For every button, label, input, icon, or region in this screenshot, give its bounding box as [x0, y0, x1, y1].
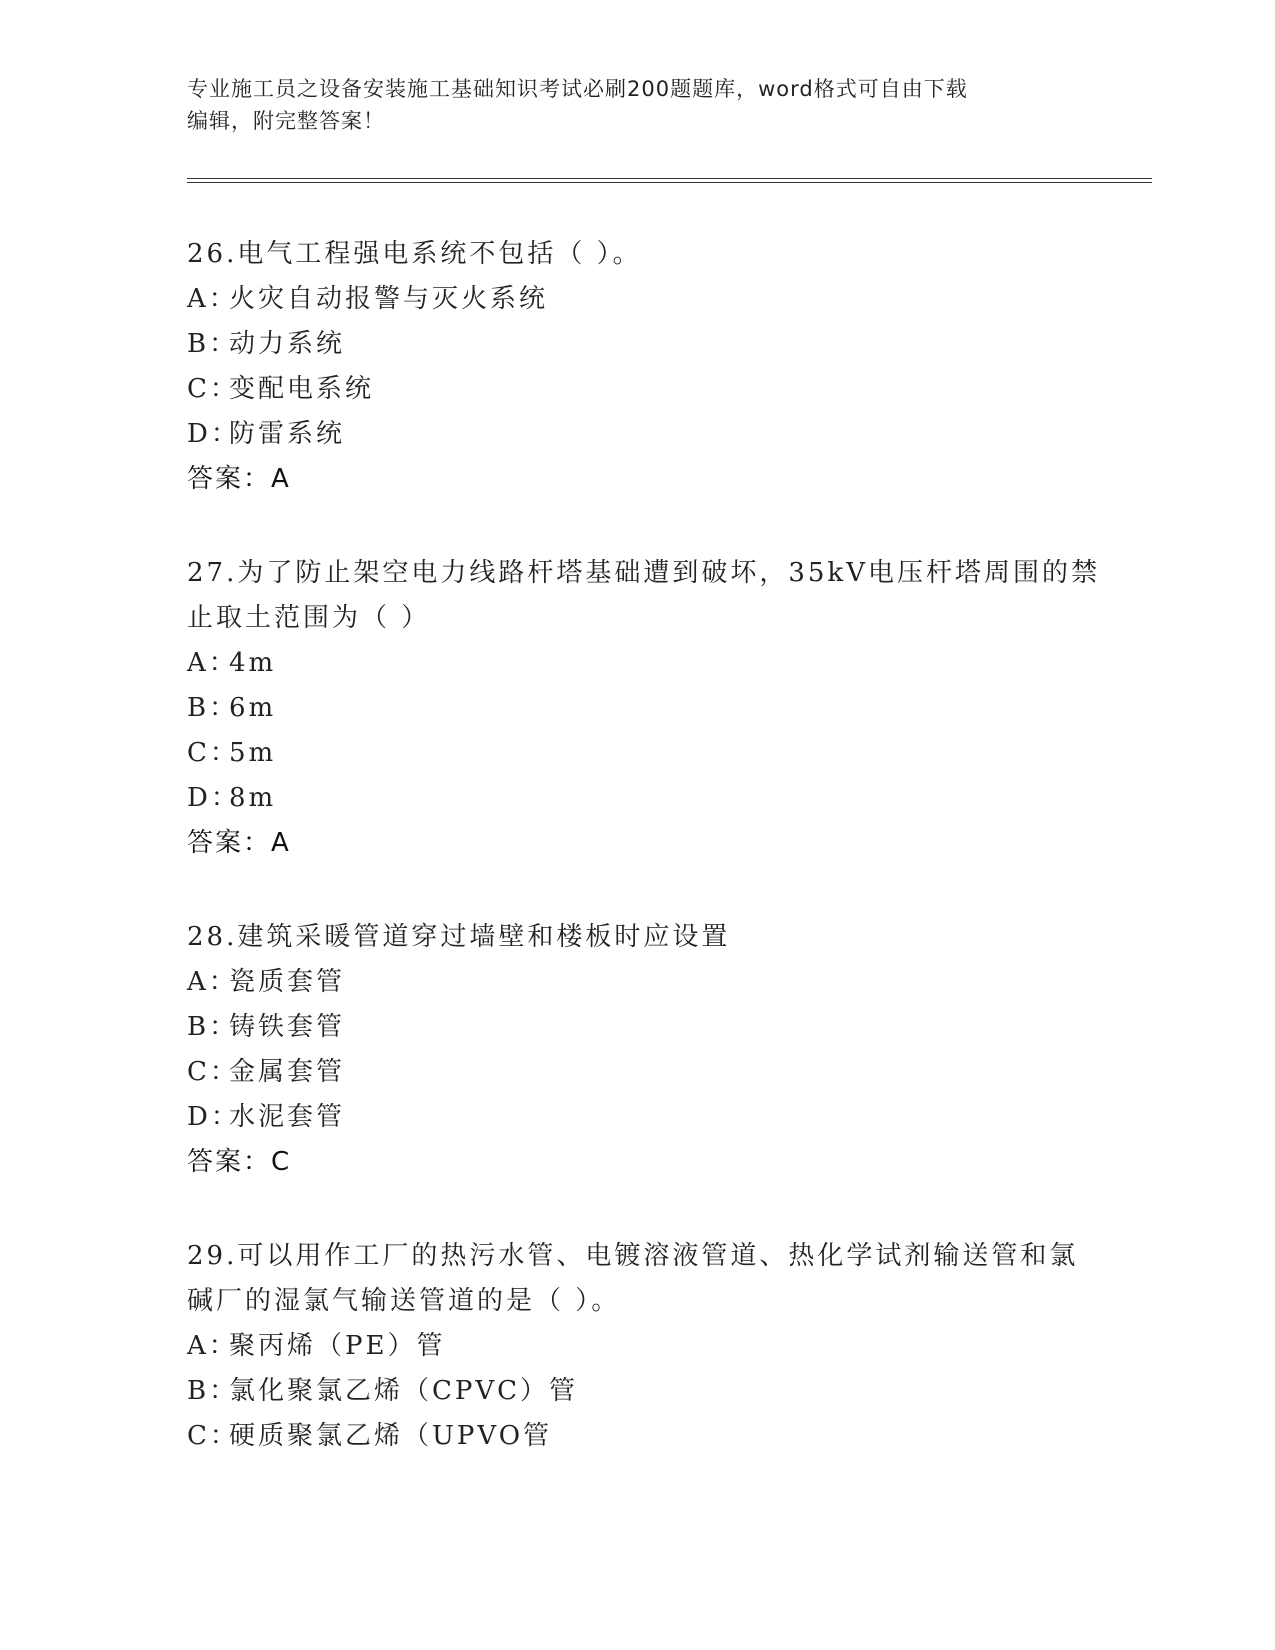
question-stem	[187, 915, 1087, 960]
option-key: B：	[187, 1376, 239, 1406]
option-text: 防雷系统	[229, 419, 346, 449]
answer-option	[187, 412, 1087, 457]
question-stem	[187, 1234, 1087, 1324]
option-text: 变配电系统	[229, 374, 375, 404]
question-stem-line: 29.可以用作工厂的热污水管、电镀溶液管道、热化学试剂输送管和氯	[187, 1241, 1079, 1271]
question-item	[187, 915, 1087, 1185]
question-stem-line: 28.建筑采暖管道穿过墙壁和楼板时应设置	[187, 922, 731, 952]
answer-option	[187, 960, 1087, 1005]
answer-key: 答案：A	[187, 828, 291, 858]
option-key: B：	[187, 1012, 239, 1042]
question-list	[187, 232, 1100, 1508]
answer-option	[187, 1414, 1087, 1459]
question-item	[187, 1234, 1087, 1459]
option-text: 瓷质套管	[229, 967, 346, 997]
header-title-line-1: 专业施工员之设备安装施工基础知识考试必刷200题题库，word格式可自由下载	[187, 77, 968, 101]
option-text: 6m	[229, 693, 277, 723]
question-stem-line: 碱厂的湿氯气输送管道的是（ ）。	[187, 1286, 621, 1316]
document-header	[187, 73, 1087, 137]
option-text: 4m	[229, 648, 277, 678]
option-text: 氯化聚氯乙烯（CPVC）管	[229, 1376, 579, 1406]
answer-option	[187, 731, 1087, 776]
answer-option	[187, 1050, 1087, 1095]
option-text: 动力系统	[229, 329, 346, 359]
answer-option	[187, 322, 1087, 367]
answer-option	[187, 641, 1087, 686]
answer-key: 答案：C	[187, 1147, 292, 1177]
option-text: 火灾自动报警与灭火系统	[229, 284, 549, 314]
option-text: 8m	[229, 783, 277, 813]
option-text: 铸铁套管	[229, 1012, 346, 1042]
option-key: C：	[187, 1421, 239, 1451]
question-item	[187, 551, 1100, 866]
option-key: C：	[187, 1057, 239, 1087]
question-item	[187, 232, 1087, 502]
answer-option	[187, 686, 1087, 731]
option-key: B：	[187, 693, 239, 723]
question-stem-line: 止取土范围为（ ）	[187, 603, 431, 633]
option-key: A：	[187, 648, 238, 678]
question-stem	[187, 551, 1100, 641]
option-key: A：	[187, 284, 238, 314]
option-text: 金属套管	[229, 1057, 346, 1087]
option-text: 水泥套管	[229, 1102, 346, 1132]
option-text: 聚丙烯（PE）管	[229, 1331, 446, 1361]
header-divider-bottom	[187, 182, 1152, 183]
option-key: A：	[187, 967, 238, 997]
option-key: A：	[187, 1331, 238, 1361]
option-key: D：	[187, 419, 240, 449]
answer-option	[187, 1095, 1087, 1140]
header-divider-top	[187, 178, 1152, 179]
option-text: 硬质聚氯乙烯（UPVO管	[229, 1421, 553, 1451]
option-key: D：	[187, 1102, 240, 1132]
question-stem	[187, 232, 1087, 277]
question-stem-line: 26.电气工程强电系统不包括（ ）。	[187, 239, 642, 269]
header-title-line-2: 编辑，附完整答案！	[187, 109, 385, 133]
answer-option	[187, 1005, 1087, 1050]
option-key: B：	[187, 329, 239, 359]
answer-key: 答案：A	[187, 464, 291, 494]
option-key: C：	[187, 374, 239, 404]
question-stem-line: 27.为了防止架空电力线路杆塔基础遭到破坏，35kV电压杆塔周围的禁	[187, 558, 1100, 588]
answer-option	[187, 1324, 1087, 1369]
option-key: D：	[187, 783, 240, 813]
answer-option	[187, 776, 1087, 821]
answer-option	[187, 367, 1087, 412]
option-key: C：	[187, 738, 239, 768]
option-text: 5m	[229, 738, 277, 768]
answer-option	[187, 277, 1087, 322]
answer-option	[187, 1369, 1087, 1414]
